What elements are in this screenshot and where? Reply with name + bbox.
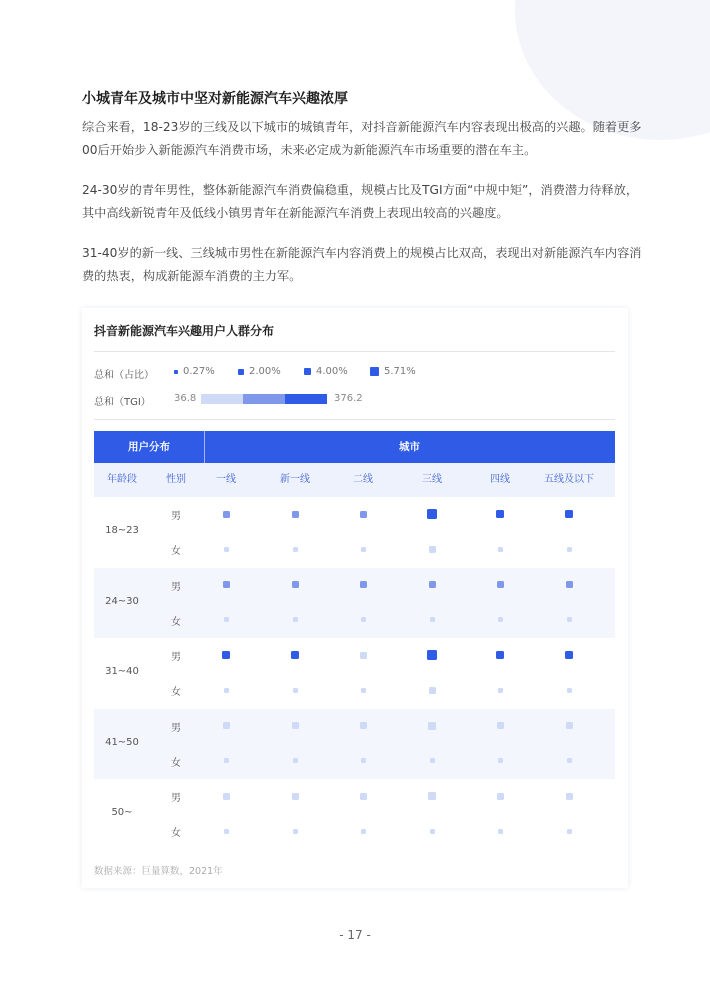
heatmap-cell	[427, 650, 437, 660]
legend-square-icon	[370, 367, 379, 376]
gender-label: 男	[171, 511, 181, 522]
size-legend-item: 2.00%	[238, 366, 281, 377]
heatmap-cell	[566, 581, 573, 588]
tgi-gradient-bar	[201, 394, 327, 404]
col-city-label: 一线	[216, 474, 236, 485]
heatmap-cell	[223, 511, 230, 518]
heatmap-cell	[429, 581, 436, 588]
heatmap-cell	[293, 829, 298, 834]
heatmap-cell	[292, 511, 299, 518]
heatmap-cell	[567, 617, 572, 622]
gender-label: 男	[171, 652, 181, 663]
heatmap-cell	[497, 793, 504, 800]
heatmap-cell	[292, 722, 299, 729]
tgi-legend-label: 总和（TGI）	[94, 397, 151, 408]
age-group-label: 50~	[111, 807, 133, 818]
heatmap-cell	[430, 758, 435, 763]
paragraph-2: 24-30岁的青年男性，整体新能源汽车消费偏稳重，规模占比及TGI方面“中规中矩”，消费潜力待释放，其中高线新锐青年及低线小镇男青年在新能源汽车消费上表现出较高的兴趣度。	[82, 183, 639, 220]
heatmap-cell	[224, 829, 229, 834]
heatmap-cell	[498, 758, 503, 763]
heatmap-cell	[361, 758, 366, 763]
age-group-label: 24~30	[105, 595, 139, 607]
legend-square-icon	[174, 370, 178, 374]
heatmap-cell	[567, 688, 572, 693]
heatmap-cell	[361, 617, 366, 622]
heatmap-cell	[498, 688, 503, 693]
table-header	[94, 431, 615, 463]
heatmap-cell	[360, 722, 367, 729]
legend-square-icon	[238, 369, 244, 375]
heatmap-cell	[430, 829, 435, 834]
gender-label: 女	[171, 687, 181, 698]
divider	[94, 419, 615, 420]
heatmap-cell	[496, 651, 504, 659]
age-group-label: 18~23	[105, 525, 139, 536]
col-city-label: 二线	[353, 474, 373, 485]
section-heading: 小城青年及城市中坚对新能源汽车兴趣浓厚	[82, 91, 348, 107]
age-group-label: 31~40	[105, 666, 139, 677]
header-city: 城市	[399, 441, 420, 453]
heatmap-cell	[224, 547, 229, 552]
col-age-label: 年龄段	[107, 474, 137, 485]
heatmap-cell	[223, 581, 230, 588]
heatmap-cell	[496, 510, 504, 518]
heatmap-cell	[293, 758, 298, 763]
age-group-label: 41~50	[105, 736, 139, 748]
gender-label: 男	[171, 793, 181, 804]
col-city-label: 五线及以下	[544, 474, 594, 485]
size-legend-item: 5.71%	[370, 366, 416, 377]
heatmap-cell	[291, 651, 299, 659]
heatmap-cell	[565, 651, 573, 659]
heatmap-cell	[360, 581, 367, 588]
data-source: 数据来源：巨量算数，2021年	[94, 866, 223, 877]
heatmap-cell	[567, 547, 572, 552]
heatmap-cell	[567, 758, 572, 763]
col-city-label: 三线	[422, 474, 442, 485]
heatmap-cell	[224, 617, 229, 622]
size-legend-item: 4.00%	[304, 366, 348, 377]
col-city-label: 新一线	[280, 474, 310, 485]
heatmap-cell	[566, 793, 573, 800]
gender-label: 女	[171, 757, 181, 769]
heatmap-cell	[498, 617, 503, 622]
heatmap-cell	[360, 652, 367, 659]
heatmap-cell	[360, 793, 367, 800]
heatmap-cell	[293, 617, 298, 622]
heatmap-cell	[224, 688, 229, 693]
heatmap-cell	[498, 547, 503, 552]
gender-label: 男	[171, 581, 181, 593]
legend-square-icon	[304, 368, 311, 375]
size-legend-label: 总和（占比）	[94, 370, 154, 381]
heatmap-cell	[223, 793, 230, 800]
heatmap-cell	[361, 829, 366, 834]
divider	[94, 351, 615, 352]
paragraph-1: 综合来看，18-23岁的三线及以下城市的城镇青年，对抖音新能源汽车内容表现出极高的兴趣。随着更多00后开始步入新能源汽车消费市场，未来必定成为新能源汽车市场重要的潜在车主。	[82, 120, 642, 157]
gender-label: 男	[171, 722, 181, 734]
heatmap-cell	[497, 581, 504, 588]
col-city-label: 四线	[490, 474, 510, 485]
heatmap-cell	[429, 546, 436, 553]
page-number: - 17 -	[339, 928, 371, 942]
gender-label: 女	[171, 546, 181, 557]
gender-label: 女	[171, 828, 181, 839]
heatmap-cell	[293, 547, 298, 552]
heatmap-cell	[498, 829, 503, 834]
heatmap-cell	[565, 510, 573, 518]
heatmap-cell	[428, 792, 436, 800]
heatmap-cell	[429, 687, 436, 694]
heatmap-cell	[361, 547, 366, 552]
heatmap-cell	[292, 581, 299, 588]
size-legend-item: 0.27%	[174, 366, 215, 377]
paragraph-3: 31-40岁的新一线、三线城市男性在新能源汽车内容消费上的规模占比双高，表现出对新能源汽车内容消费的热衷，构成新能源车消费的主力军。	[82, 246, 642, 283]
heatmap-cell	[292, 793, 299, 800]
heatmap-cell	[566, 722, 573, 729]
col-sex-label: 性别	[166, 474, 186, 485]
gender-label: 女	[171, 616, 181, 628]
heatmap-cell	[430, 617, 435, 622]
heatmap-cell	[223, 722, 230, 729]
heatmap-cell	[222, 651, 230, 659]
chart-title: 抖音新能源汽车兴趣用户人群分布	[94, 324, 275, 338]
heatmap-cell	[224, 758, 229, 763]
heatmap-cell	[293, 688, 298, 693]
table-subheader	[94, 463, 615, 497]
heatmap-cell	[567, 829, 572, 834]
tgi-max-value: 376.2	[334, 393, 363, 404]
heatmap-cell	[497, 722, 504, 729]
heatmap-cell	[360, 511, 367, 518]
tgi-min-value: 36.8	[174, 393, 197, 404]
heatmap-cell	[428, 722, 436, 730]
heatmap-cell	[427, 509, 437, 519]
header-user-distribution: 用户分布	[94, 431, 205, 463]
heatmap-cell	[361, 688, 366, 693]
chart-card	[82, 308, 628, 888]
